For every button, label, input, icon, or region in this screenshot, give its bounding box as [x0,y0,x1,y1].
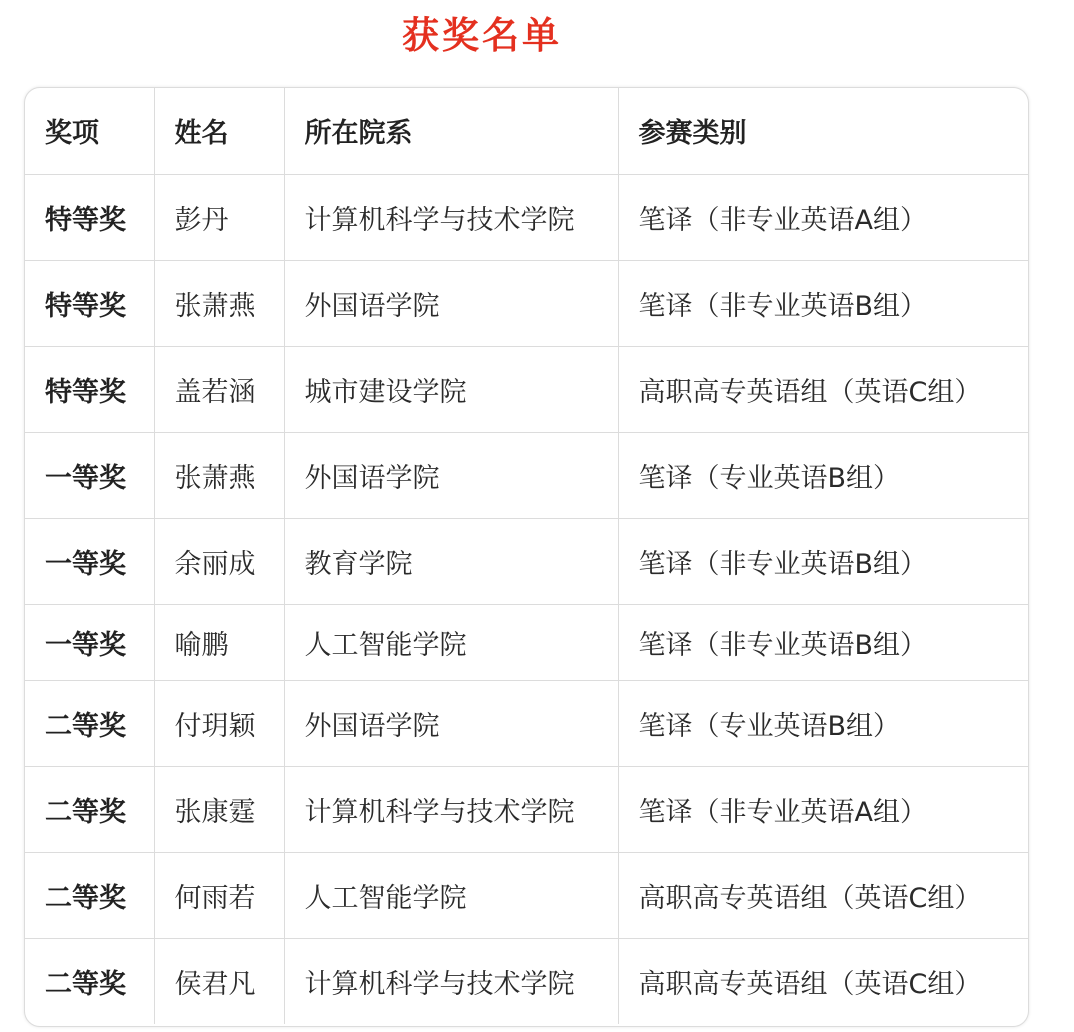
cell-department: 教育学院 [284,518,618,604]
cell-award: 二等奖 [25,766,154,852]
cell-name: 余丽成 [154,518,284,604]
header-category: 参赛类别 [618,88,1028,174]
table-row [25,174,1028,260]
header-award: 奖项 [25,88,154,174]
table-row [25,766,1028,852]
cell-category: 笔译（非专业英语B组） [618,604,1028,680]
table-row [25,852,1028,938]
table-row [25,260,1028,346]
cell-category: 高职高专英语组（英语C组） [638,968,982,1000]
cell-award: 二等奖 [25,852,154,938]
cell-name: 付玥颖 [154,680,284,766]
table-row [25,518,1028,604]
table-row [25,604,1028,680]
cell-award: 一等奖 [25,432,154,518]
award-table [25,88,1028,1024]
cell-award: 二等奖 [25,938,154,1024]
cell-name: 张萧燕 [154,432,284,518]
header-department: 所在院系 [284,88,618,174]
cell-award: 一等奖 [25,518,154,604]
cell-category: 高职高专英语组（英语C组） [618,852,1028,938]
cell-name: 张萧燕 [154,260,284,346]
table-row [25,938,1028,1024]
table-row [25,680,1028,766]
cell-award: 特等奖 [25,346,154,432]
cell-category: 高职高专英语组（英语C组） [618,346,1028,432]
cell-award: 二等奖 [25,680,154,766]
cell-department: 计算机科学与技术学院 [284,938,618,1024]
cell-department: 外国语学院 [284,432,618,518]
cell-name: 盖若涵 [154,346,284,432]
cell-department: 计算机科学与技术学院 [284,174,618,260]
cell-category: 笔译（非专业英语B组） [618,260,1028,346]
cell-name: 喻鹏 [154,604,284,680]
cell-category: 笔译（非专业英语B组） [618,518,1028,604]
cell-name: 侯君凡 [154,938,284,1024]
award-table-container [24,87,1029,1027]
cell-award: 特等奖 [25,260,154,346]
table-row [25,346,1028,432]
cell-department: 计算机科学与技术学院 [284,766,618,852]
cell-name: 彭丹 [154,174,284,260]
cell-name: 张康霆 [154,766,284,852]
cell-category: 笔译（非专业英语A组） [618,766,1028,852]
cell-department: 外国语学院 [284,680,618,766]
cell-award: 一等奖 [25,604,154,680]
cell-award: 特等奖 [25,174,154,260]
cell-category: 笔译（专业英语B组） [618,432,1028,518]
page-title: 获奖名单 [402,14,562,57]
cell-department: 外国语学院 [284,260,618,346]
cell-category: 笔译（非专业英语A组） [618,174,1028,260]
table-header-row [25,88,1028,174]
cell-department: 人工智能学院 [284,852,618,938]
header-name: 姓名 [154,88,284,174]
cell-department: 人工智能学院 [284,604,618,680]
cell-name: 何雨若 [154,852,284,938]
cell-department: 城市建设学院 [284,346,618,432]
cell-category: 笔译（专业英语B组） [618,680,1028,766]
table-row [25,432,1028,518]
